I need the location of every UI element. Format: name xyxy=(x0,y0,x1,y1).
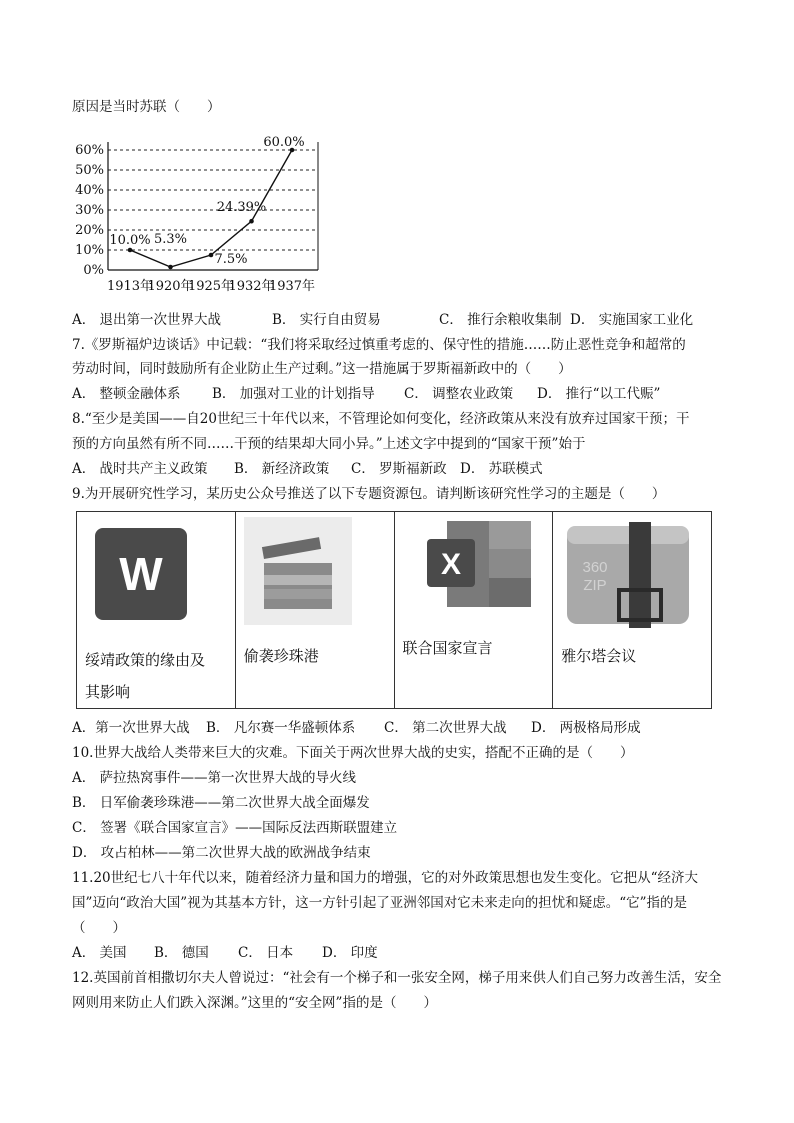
resource-label: 联合国家宣言 xyxy=(402,639,493,657)
question-10-stem: 10.世界大战给人类带来巨大的灾难。下面关于两次世界大战的史实，搭配不正确的是（ ） xyxy=(72,745,634,761)
option-d[interactable]: D． 推行“以工代赈” xyxy=(537,386,661,402)
question-12-stem: 12.英国前首相撒切尔夫人曾说过：“社会有一个梯子和一张安全网，梯子用来供人们自己努力改善生活，安全网则用来防止人们跌入深渊。”这里的“安全网”指的是（ ） xyxy=(72,970,722,1011)
option-b[interactable]: B． 加强对工业的计划指导 xyxy=(212,386,375,402)
option-c[interactable]: C． 推行余粮收集制 xyxy=(439,312,562,328)
question-6-stem-end: 原因是当时苏联（ ） xyxy=(72,99,221,115)
option-d[interactable]: D． 两极格局形成 xyxy=(531,720,641,736)
option-a[interactable]: A． 退出第一次世界大战 xyxy=(72,312,222,328)
option-d[interactable]: D． 印度 xyxy=(322,945,378,961)
svg-text:X: X xyxy=(440,548,461,581)
question-10-option-a[interactable]: A． 萨拉热窝事件——第一次世界大战的导火线 xyxy=(72,770,357,786)
resource-label: 雅尔塔会议 xyxy=(561,647,637,665)
option-c[interactable]: C． 罗斯福新政 xyxy=(351,461,447,477)
x-tick-label: 1920年 xyxy=(147,279,194,294)
option-a[interactable]: A． 战时共产主义政策 xyxy=(72,461,208,477)
video-clapper-icon xyxy=(244,517,352,625)
resource-cell-excel[interactable] xyxy=(394,512,553,709)
option-b[interactable]: B． 实行自由贸易 xyxy=(272,312,381,328)
option-b[interactable]: B． 德国 xyxy=(154,945,209,961)
data-label: 7.5% xyxy=(214,252,248,267)
question-10-option-b[interactable]: B． 日军偷袭珍珠港——第二次世界大战全面爆发 xyxy=(72,795,370,811)
question-8-stem-line1: 8.“至少是美国——自20世纪三十年代以来，不管理论如何变化，经济政策从来没有放弃过国家干预；干 xyxy=(72,411,690,427)
data-point xyxy=(128,248,133,253)
y-tick-label: 0% xyxy=(83,263,104,278)
x-tick-label: 1937年 xyxy=(268,279,316,294)
chart-axes xyxy=(108,142,318,270)
question-7-stem-line2: 劳动时间，同时鼓励所有企业防止生产过剩。”这一措施属于罗斯福新政中的（ ） xyxy=(72,361,572,377)
svg-text:W: W xyxy=(119,548,163,600)
excel-document-icon xyxy=(403,517,535,611)
y-tick-label: 30% xyxy=(75,203,104,218)
question-11-options xyxy=(72,944,378,962)
resource-cell-word[interactable] xyxy=(77,512,236,709)
data-label: 10.0% xyxy=(109,233,151,248)
y-tick-label: 40% xyxy=(75,183,104,198)
option-a[interactable]: A． 美国 xyxy=(72,945,127,961)
word-document-icon xyxy=(95,528,187,620)
option-c[interactable]: C． 第二次世界大战 xyxy=(384,720,507,736)
chart-series xyxy=(128,148,295,270)
data-point xyxy=(249,219,254,224)
option-d[interactable]: D． 苏联模式 xyxy=(460,461,543,477)
y-tick-label: 50% xyxy=(75,163,104,178)
question-8-options xyxy=(72,460,543,478)
question-7-stem-line1: 7.《罗斯福炉边谈话》中记载：“我们将采取经过慎重考虑的、保守性的措施……防止恶性竞争和超常的 xyxy=(72,337,686,353)
option-d[interactable]: D． 实施国家工业化 xyxy=(570,312,694,328)
question-8-stem-line2: 预的方向虽然有所不同……干预的结果却大同小异。”上述文字中提到的“国家干预”始于 xyxy=(72,436,586,452)
chart-x-tick-labels xyxy=(107,278,315,294)
option-c[interactable]: C． 日本 xyxy=(238,945,294,961)
chart-y-tick-labels xyxy=(75,143,104,278)
option-b[interactable]: B． 凡尔赛一华盛顿体系 xyxy=(206,720,356,736)
option-a[interactable]: A．第一次世界大战 xyxy=(72,720,190,736)
chart-data-labels xyxy=(109,135,304,267)
series-line xyxy=(130,150,292,267)
x-tick-label: 1925年 xyxy=(187,279,235,294)
data-point xyxy=(168,265,173,270)
question-10-option-d[interactable]: D． 攻占柏林——第二次世界大战的欧洲战争结束 xyxy=(72,845,371,861)
svg-text:ZIP: ZIP xyxy=(583,577,607,594)
question-6-options xyxy=(72,311,693,329)
x-tick-label: 1932年 xyxy=(228,279,275,294)
resource-label: 绥靖政策的缘由及 其影响 xyxy=(85,651,206,701)
question-9-options xyxy=(72,719,641,737)
data-point xyxy=(209,253,214,258)
resource-label: 偷袭珍珠港 xyxy=(243,647,319,665)
question-10-option-c[interactable]: C． 签署《联合国家宣言》——国际反法西斯联盟建立 xyxy=(72,820,398,836)
data-label: 60.0% xyxy=(263,135,305,150)
y-tick-label: 20% xyxy=(75,223,104,238)
option-b[interactable]: B． 新经济政策 xyxy=(234,461,330,477)
svg-text:360: 360 xyxy=(582,559,608,576)
resource-pack-table xyxy=(76,511,712,709)
question-9-stem: 9.为开展研究性学习，某历史公众号推送了以下专题资源包。请判断该研究性学习的主题是（ ） xyxy=(72,486,666,502)
option-c[interactable]: C． 调整农业政策 xyxy=(404,386,514,402)
data-label: 24.39% xyxy=(216,200,267,216)
data-label: 5.3% xyxy=(153,232,188,247)
question-11-stem: 11.20世纪七八十年代以来，随着经济力量和国力的增强，它的对外政策思想也发生变化。它把从“经济大国”迈向“政治大国”视为其基本方针，这一方针引起了亚洲邻国对它未来走向的担忧和疑虑。“它”指的是（ ） xyxy=(72,870,699,936)
option-a[interactable]: A． 整顿金融体系 xyxy=(72,386,181,402)
y-tick-label: 10% xyxy=(75,243,104,258)
resource-cell-video[interactable] xyxy=(235,512,394,709)
industrial-share-line-chart xyxy=(70,128,330,300)
question-7-options xyxy=(72,385,660,403)
zip-archive-icon xyxy=(563,520,695,630)
x-tick-label: 1913年 xyxy=(106,279,154,294)
y-tick-label: 60% xyxy=(75,143,104,158)
resource-cell-zip[interactable] xyxy=(553,512,712,709)
